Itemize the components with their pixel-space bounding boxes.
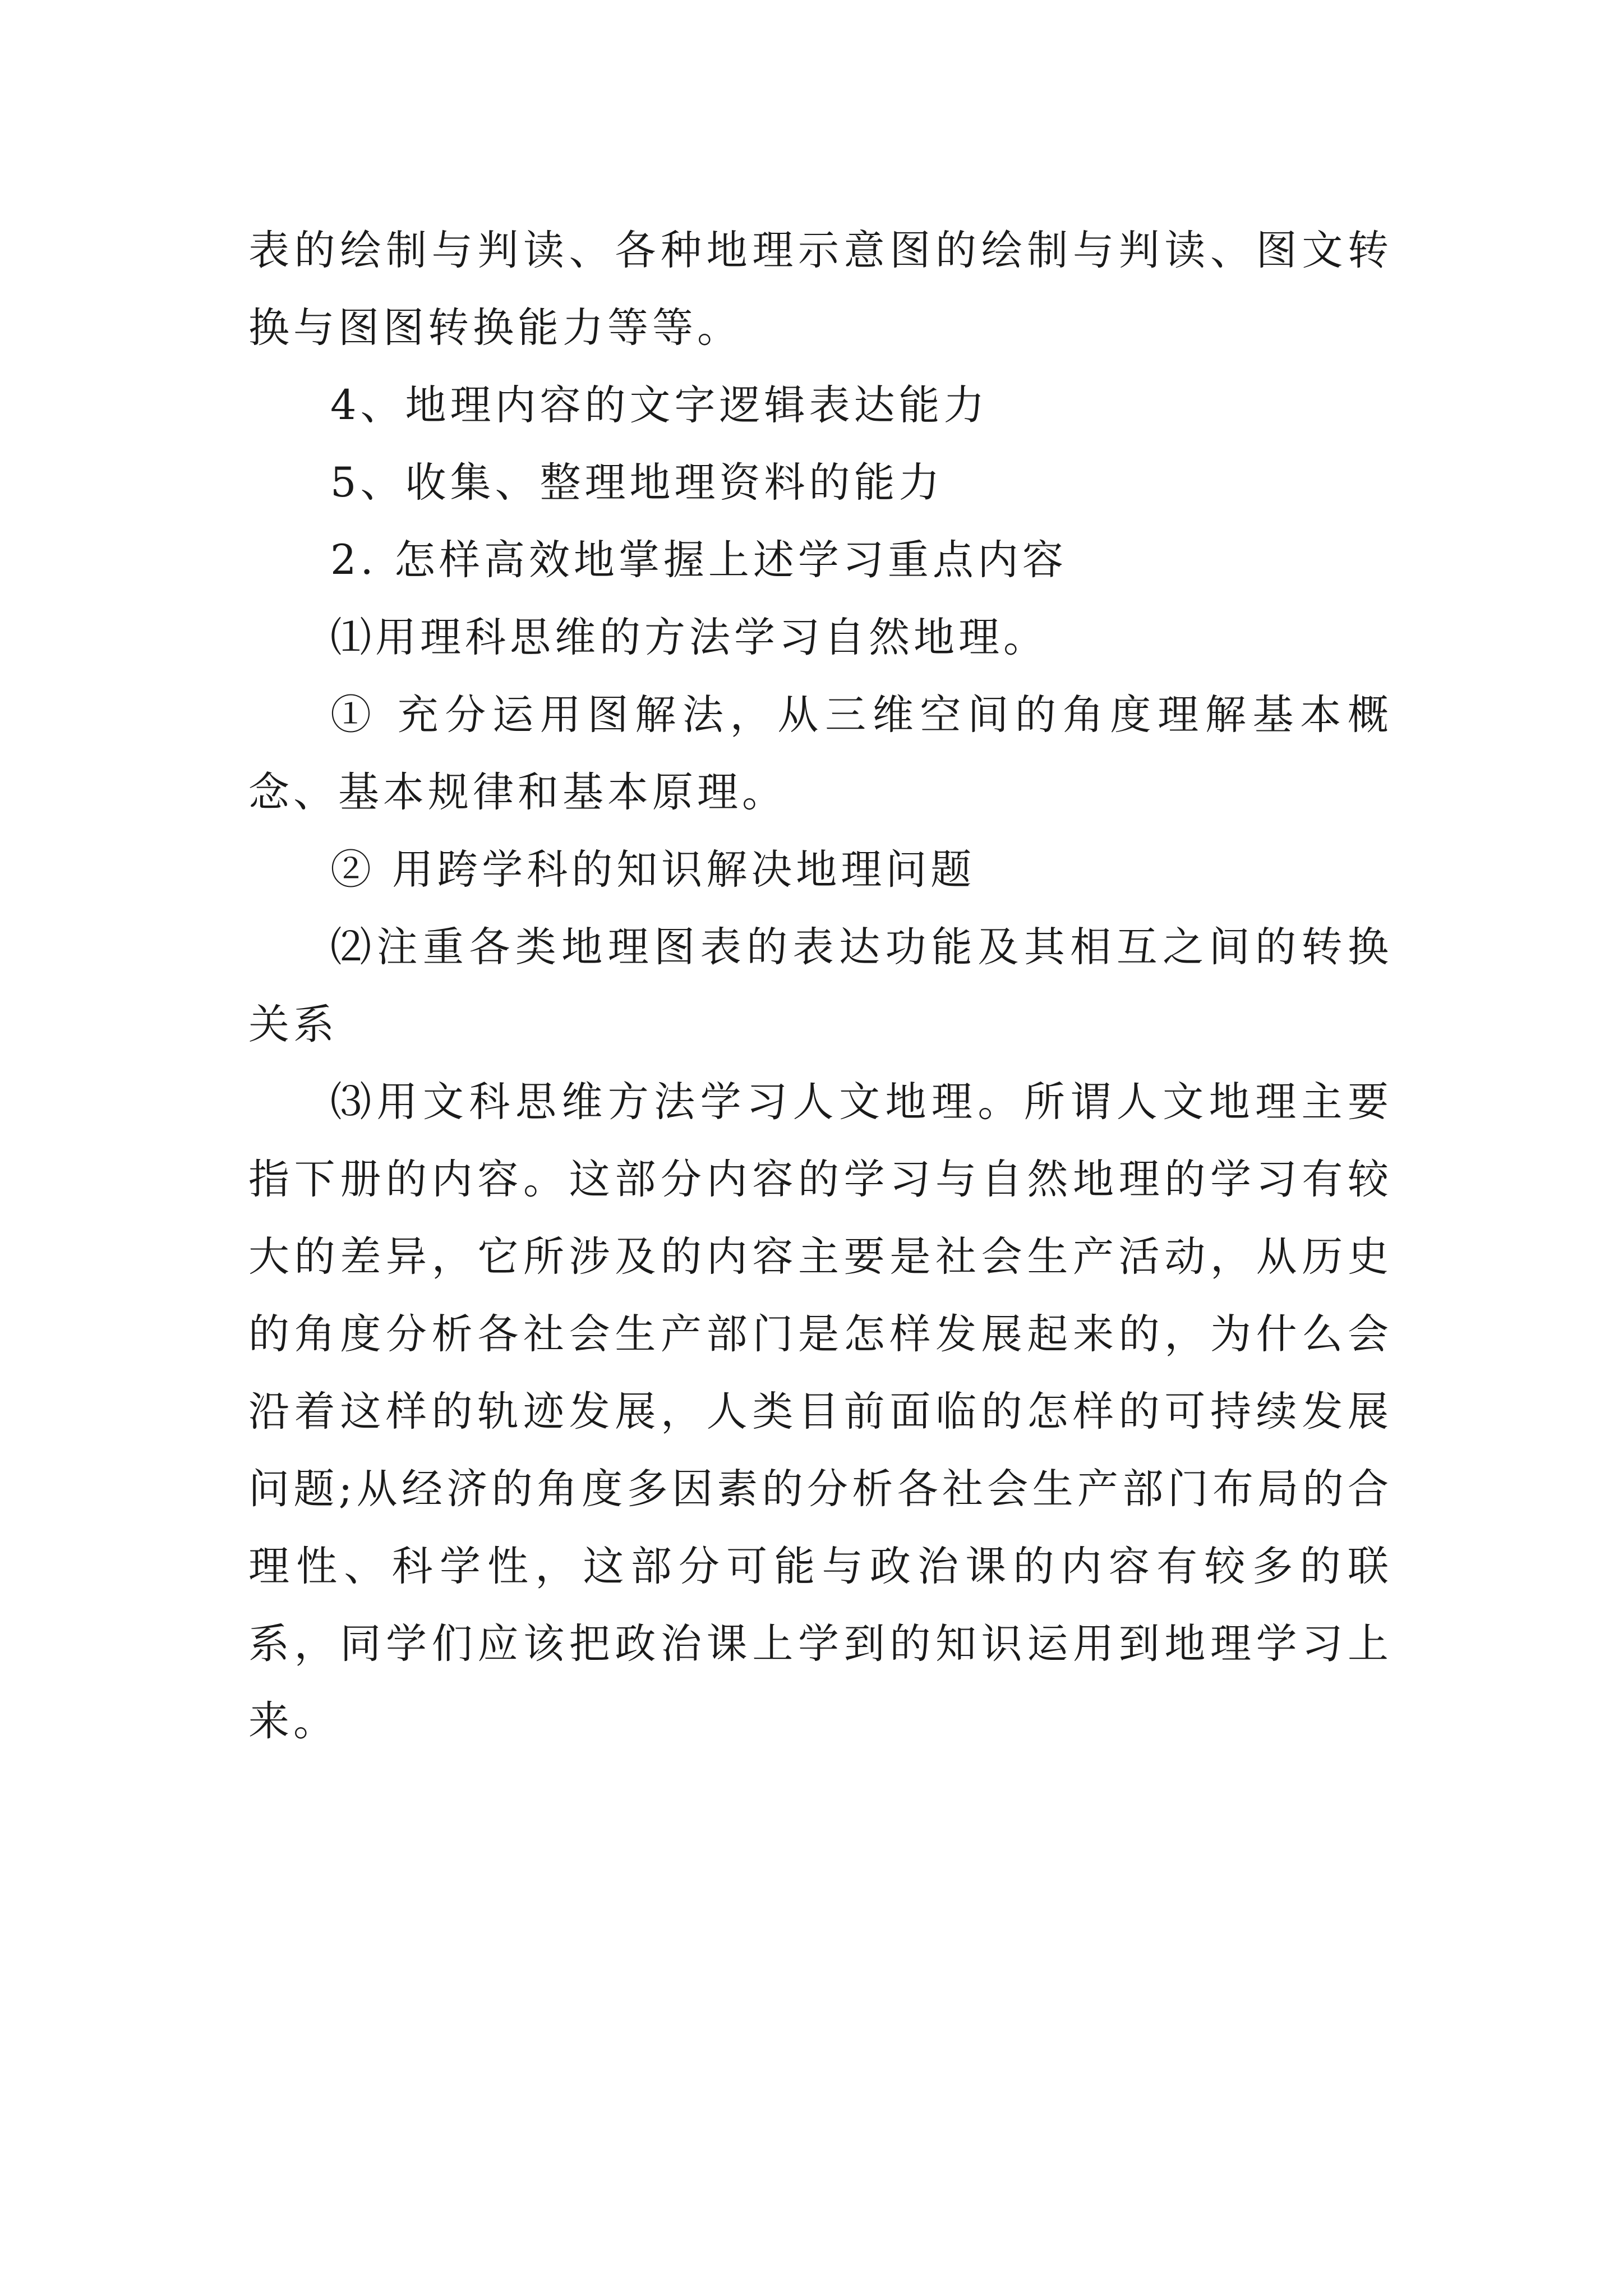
paragraph-ability-4: 4、地理内容的文字逻辑表达能力 bbox=[330, 381, 989, 429]
document-body bbox=[248, 212, 1393, 1760]
subsection-2: ⑵注重各类地理图表的表达功能及其相互之间的转换关系 bbox=[248, 923, 1393, 1048]
item-circled-2: ② 用跨学科的知识解决地理问题 bbox=[330, 846, 976, 894]
section-heading-2: 2. 怎样高效地掌握上述学习重点内容 bbox=[330, 536, 1067, 584]
item-circled-1: ① 充分运用图解法，从三维空间的角度理解基本概念、基本规律和基本原理。 bbox=[248, 691, 1393, 816]
subsection-1: ⑴用理科思维的方法学习自然地理。 bbox=[330, 614, 1048, 661]
paragraph-ability-5: 5、收集、整理地理资料的能力 bbox=[330, 459, 944, 507]
paragraph-continuation: 表的绘制与判读、各种地理示意图的绘制与判读、图文转换与图图转换能力等等。 bbox=[248, 227, 1393, 352]
subsection-3: ⑶用文科思维方法学习人文地理。所谓人文地理主要指下册的内容。这部分内容的学习与自然地理的学习有较大的差异，它所涉及的内容主要是社会生产活动，从历史的角度分析各社会生产部门是怎样发展起来的，为什么会沿着这样的轨迹发展，人类目前面临的怎样的可持续发展问题;从经济的角度多因素的分析各社会生产部门布局的合理性、科学性，这部分可能与政治课的内容有较多的联系，同学们应该把政治课上学到的知识运用到地理学习上来。 bbox=[248, 1078, 1393, 1745]
